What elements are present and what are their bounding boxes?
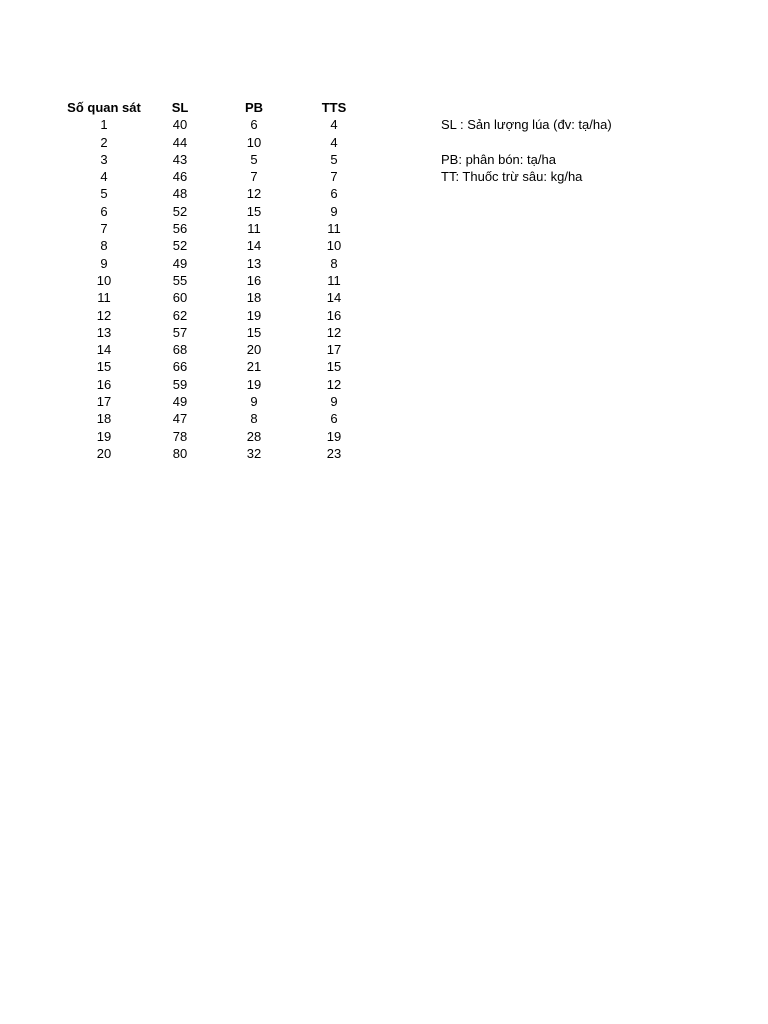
table-cell[interactable]: 49 — [172, 255, 188, 271]
table-cell[interactable]: 15 — [326, 359, 342, 375]
header-pb[interactable]: PB — [244, 100, 264, 115]
table-cell[interactable]: 11 — [97, 290, 111, 306]
table-cell[interactable]: 15 — [246, 203, 262, 219]
legend-notes — [441, 116, 612, 185]
table-cell[interactable]: 3 — [100, 151, 108, 167]
table-cell[interactable]: 8 — [250, 411, 258, 427]
table-row — [64, 324, 376, 341]
table-cell[interactable]: 43 — [172, 151, 188, 167]
table-cell[interactable]: 66 — [172, 359, 188, 375]
table-row — [64, 116, 376, 133]
table-cell[interactable]: 10 — [246, 134, 262, 150]
table-cell[interactable]: 62 — [172, 307, 188, 323]
table-cell[interactable]: 5 — [250, 151, 258, 167]
table-cell[interactable]: 7 — [100, 221, 108, 237]
table-row — [64, 168, 376, 185]
table-row — [64, 376, 376, 393]
table-row — [64, 134, 376, 151]
table-cell[interactable]: 16 — [326, 307, 342, 323]
table-cell[interactable]: 8 — [330, 255, 338, 271]
table-cell[interactable]: 47 — [172, 411, 188, 427]
table-cell[interactable]: 56 — [172, 221, 188, 237]
table-row — [64, 203, 376, 220]
table-cell[interactable]: 59 — [172, 376, 188, 392]
table-cell[interactable]: 14 — [96, 342, 112, 358]
table-cell[interactable]: 15 — [96, 359, 112, 375]
table-row — [64, 289, 376, 306]
table-cell[interactable]: 12 — [326, 324, 342, 340]
table-row — [64, 185, 376, 202]
note-tt[interactable]: TT: Thuốc trừ sâu: kg/ha — [441, 168, 583, 184]
table-cell[interactable]: 20 — [246, 342, 262, 358]
table-cell[interactable]: 6 — [330, 186, 338, 202]
header-so-quan-sat[interactable]: Số quan sát — [67, 100, 141, 115]
table-cell[interactable]: 19 — [246, 307, 262, 323]
table-cell[interactable]: 10 — [326, 238, 342, 254]
table-cell[interactable]: 14 — [246, 238, 262, 254]
table-cell[interactable]: 16 — [246, 272, 262, 288]
table-cell[interactable]: 46 — [172, 169, 188, 185]
table-cell[interactable]: 44 — [172, 134, 188, 150]
table-cell[interactable]: 6 — [250, 117, 258, 133]
table-cell[interactable]: 18 — [246, 290, 262, 306]
table-cell[interactable]: 28 — [246, 428, 262, 444]
table-cell[interactable]: 7 — [250, 169, 258, 185]
table-cell[interactable]: 8 — [100, 238, 108, 254]
table-cell[interactable]: 40 — [172, 117, 188, 133]
table-cell[interactable]: 49 — [172, 394, 188, 410]
table-cell[interactable]: 5 — [100, 186, 108, 202]
table-cell[interactable]: 11 — [247, 221, 261, 237]
table-cell[interactable]: 17 — [326, 342, 342, 358]
data-table — [64, 99, 376, 462]
header-tts[interactable]: TTS — [321, 100, 347, 115]
table-cell[interactable]: 11 — [327, 221, 341, 237]
table-cell[interactable]: 16 — [96, 376, 112, 392]
table-cell[interactable]: 17 — [96, 394, 112, 410]
header-sl[interactable]: SL — [171, 100, 189, 115]
table-cell[interactable]: 9 — [250, 394, 258, 410]
header-row — [64, 99, 376, 116]
table-cell[interactable]: 80 — [172, 445, 188, 461]
table-cell[interactable]: 9 — [330, 203, 338, 219]
note-sl[interactable]: SL : Sản lượng lúa (đv: tạ/ha) — [441, 117, 612, 132]
table-cell[interactable]: 10 — [96, 272, 112, 288]
note-spacer — [441, 133, 612, 150]
table-cell[interactable]: 20 — [96, 445, 112, 461]
table-cell[interactable]: 4 — [330, 134, 338, 150]
table-row — [64, 307, 376, 324]
table-row — [64, 393, 376, 410]
table-cell[interactable]: 48 — [172, 186, 188, 202]
table-cell[interactable]: 6 — [330, 411, 338, 427]
table-cell[interactable]: 78 — [172, 428, 188, 444]
table-cell[interactable]: 19 — [246, 376, 262, 392]
table-cell[interactable]: 1 — [100, 117, 108, 133]
table-cell[interactable]: 5 — [330, 151, 338, 167]
table-row — [64, 410, 376, 427]
table-cell[interactable]: 9 — [100, 255, 108, 271]
table-row — [64, 272, 376, 289]
table-cell[interactable]: 6 — [100, 203, 108, 219]
table-cell[interactable]: 68 — [172, 342, 188, 358]
table-cell[interactable]: 15 — [246, 324, 262, 340]
table-cell[interactable]: 12 — [326, 376, 342, 392]
note-pb[interactable]: PB: phân bón: tạ/ha — [441, 151, 556, 167]
table-row — [64, 358, 376, 375]
table-row — [64, 341, 376, 358]
table-row — [64, 237, 376, 254]
table-row — [64, 445, 376, 462]
table-cell[interactable]: 14 — [326, 290, 342, 306]
table-cell[interactable]: 52 — [172, 203, 188, 219]
table-cell[interactable]: 9 — [330, 394, 338, 410]
table-cell[interactable]: 55 — [172, 272, 188, 288]
table-cell[interactable]: 4 — [330, 117, 338, 133]
table-row — [64, 220, 376, 237]
table-cell[interactable]: 57 — [172, 324, 188, 340]
table-row — [64, 151, 376, 168]
table-cell[interactable]: 7 — [330, 169, 338, 185]
table-cell[interactable]: 11 — [327, 272, 341, 288]
table-cell[interactable]: 13 — [96, 324, 112, 340]
table-cell[interactable]: 52 — [172, 238, 188, 254]
table-cell[interactable]: 19 — [96, 428, 112, 444]
table-cell[interactable]: 2 — [100, 134, 108, 150]
table-body — [64, 116, 376, 462]
table-cell[interactable]: 4 — [100, 169, 108, 185]
table-cell[interactable]: 12 — [246, 186, 262, 202]
table-row — [64, 255, 376, 272]
table-cell[interactable]: 13 — [246, 255, 262, 271]
table-cell[interactable]: 21 — [246, 359, 262, 375]
table-cell[interactable]: 23 — [326, 445, 342, 461]
table-cell[interactable]: 60 — [172, 290, 188, 306]
table-cell[interactable]: 19 — [326, 428, 342, 444]
table-row — [64, 428, 376, 445]
table-cell[interactable]: 32 — [246, 445, 262, 461]
table-cell[interactable]: 18 — [96, 411, 112, 427]
table-cell[interactable]: 12 — [96, 307, 112, 323]
